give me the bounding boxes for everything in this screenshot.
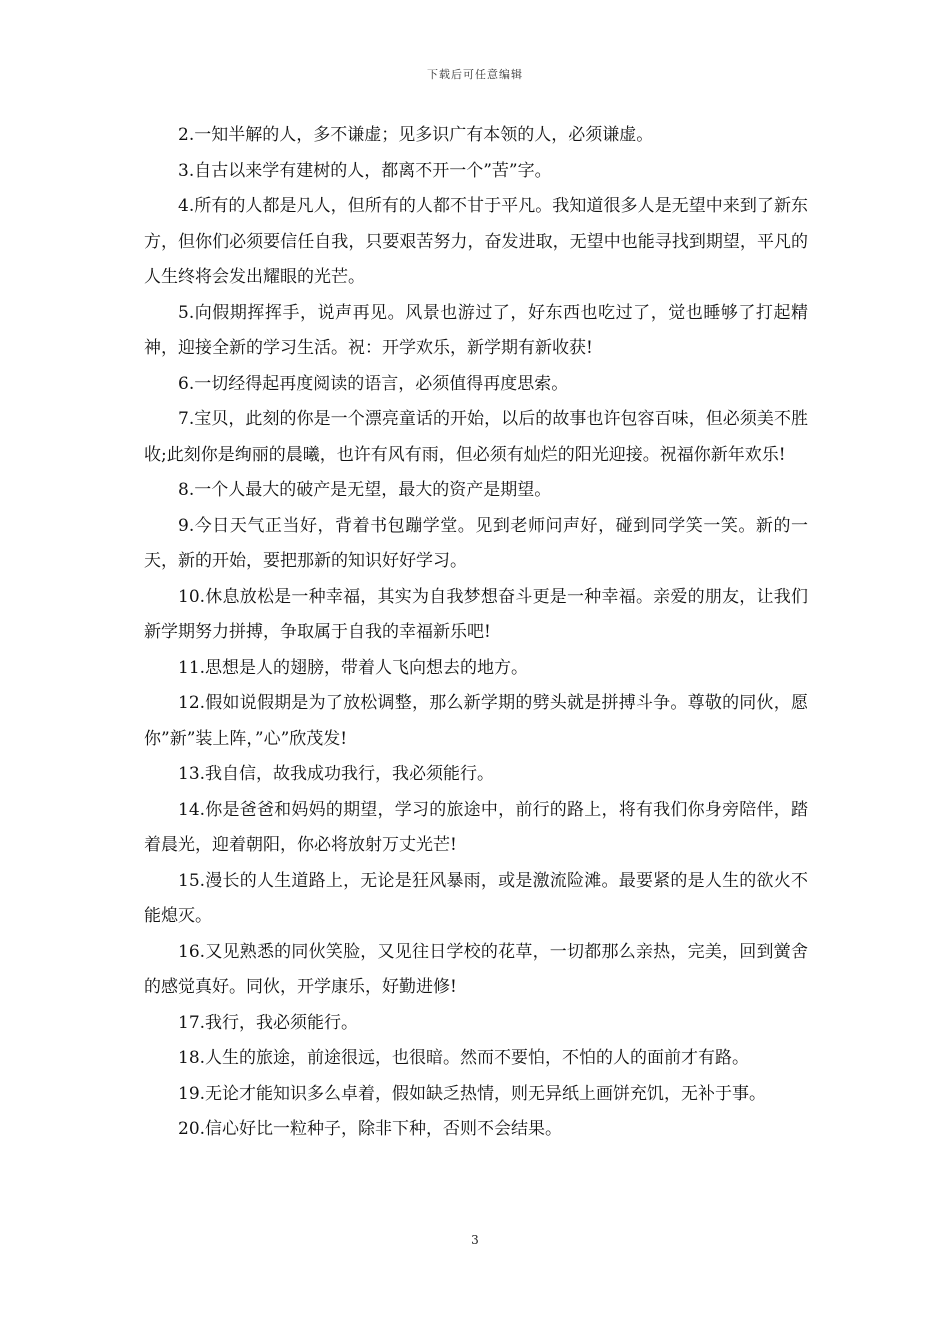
paragraph-15: 15.漫长的人生道路上，无论是狂风暴雨，或是激流险滩。最要紧的是人生的欲火不能熄灭。 (144, 870, 808, 926)
paragraph-12: 12.假如说假期是为了放松调整，那么新学期的劈头就是拼搏斗争。尊敬的同伙，愿你”新”装上阵，”心”欣茂发! (144, 693, 808, 749)
paragraph-3: 3.自古以来学有建树的人，都离不开一个”苦”字。 (178, 160, 552, 181)
paragraph-14: 14.你是爸爸和妈妈的期望，学习的旅途中，前行的路上，将有我们你身旁陪伴，踏着晨光，迎着朝阳，你必将放射万丈光芒! (144, 799, 808, 855)
header-note: 下载后可任意编辑 (427, 68, 523, 81)
paragraph-7: 7.宝贝，此刻的你是一个漂亮童话的开始，以后的故事也许包容百味，但必须美不胜收;此刻你是绚丽的晨曦，也许有风有雨，但必须有灿烂的阳光迎接。祝福你新年欢乐! (144, 409, 808, 465)
paragraph-4: 4.所有的人都是凡人，但所有的人都不甘于平凡。我知道很多人是无望中来到了新东方，但你们必须要信任自我，只要艰苦努力，奋发进取，无望中也能寻找到期望，平凡的人生终将会发出耀眼的光芒。 (144, 196, 808, 287)
document-body (144, 118, 808, 1148)
paragraph-13: 13.我自信，故我成功我行，我必须能行。 (178, 764, 495, 784)
paragraph-20: 20.信心好比一粒种子，除非下种，否则不会结果。 (178, 1119, 563, 1139)
paragraph-17: 17.我行，我必须能行。 (178, 1012, 359, 1033)
paragraph-2: 2.一知半解的人，多不谦虚；见多识广有本领的人，必须谦虚。 (178, 125, 654, 145)
paragraph-18: 18.人生的旅途，前途很远，也很暗。然而不要怕，不怕的人的面前才有路。 (178, 1048, 750, 1068)
paragraph-5: 5.向假期挥挥手，说声再见。风景也游过了，好东西也吃过了，觉也睡够了打起精神，迎接全新的学习生活。祝：开学欢乐，新学期有新收获! (144, 302, 808, 358)
paragraph-9: 9.今日天气正当好，背着书包蹦学堂。见到老师问声好，碰到同学笑一笑。新的一天，新的开始，要把那新的知识好好学习。 (144, 515, 808, 571)
paragraph-11: 11.思想是人的翅膀，带着人飞向想去的地方。 (178, 657, 529, 678)
paragraph-16: 16.又见熟悉的同伙笑脸，又见往日学校的花草，一切都那么亲热，完美，回到黉舍的感觉真好。同伙，开学康乐，好勤进修! (144, 941, 808, 997)
paragraph-8: 8.一个人最大的破产是无望，最大的资产是期望。 (178, 480, 552, 500)
page-number: 3 (471, 1233, 479, 1247)
paragraph-19: 19.无论才能知识多么卓着，假如缺乏热情，则无异纸上画饼充饥，无补于事。 (178, 1083, 767, 1104)
paragraph-6: 6.一切经得起再度阅读的语言，必须值得再度思索。 (178, 373, 569, 394)
paragraph-10: 10.休息放松是一种幸福，其实为自我梦想奋斗更是一种幸福。亲爱的朋友，让我们新学期努力拼搏，争取属于自我的幸福新乐吧! (144, 586, 808, 642)
